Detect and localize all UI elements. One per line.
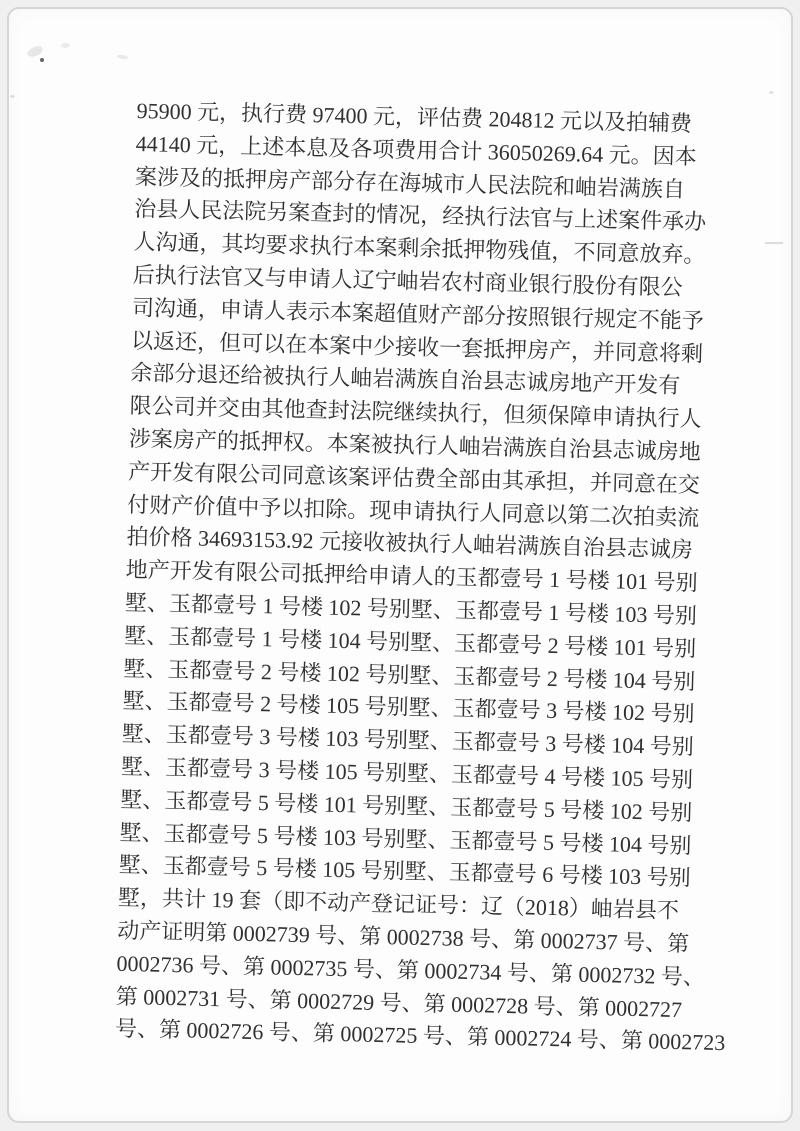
text-line: 44140 元，上述本息及各项费用合计 36050269.64 元。因本 <box>135 130 698 169</box>
text-line: 治县人民法院另案查封的情况，经执行法官与上述案件承办 <box>134 196 707 235</box>
text-line: 拍价格 34693153.92 元接收被执行人岫岩满族自治县志诚房 <box>126 524 694 563</box>
text-line: 墅、玉都壹号 2 号楼 105 号别墅、玉都壹号 3 号楼 102 号别 <box>122 688 695 727</box>
scan-speck <box>40 58 44 62</box>
text-line: 地产开发有限公司抵押给申请人的玉都壹号 1 号楼 101 号别 <box>125 557 698 596</box>
text-line: 墅、玉都壹号 1 号楼 104 号别墅、玉都壹号 2 号楼 101 号别 <box>123 622 697 662</box>
text-line: 墅、玉都壹号 5 号楼 103 号别墅、玉都壹号 5 号楼 104 号别 <box>119 819 692 858</box>
text-line: 后执行法官又与申请人辽宁岫岩农村商业银行股份有限公 <box>132 261 683 300</box>
text-line: 以返还，但可以在本案中少接收一套抵押房产，并同意将剩 <box>130 327 704 366</box>
text-line: 0002736 号、第 0002735 号、第 0002734 号、第 0002732 号、 <box>116 950 706 990</box>
scan-smudge <box>26 45 44 59</box>
document-body <box>114 95 726 1059</box>
text-line: 墅，共计 19 套（即不动产登记证号：辽（2018）岫岩县不 <box>117 884 680 924</box>
text-line: 墅、玉都壹号 3 号楼 105 号别墅、玉都壹号 4 号楼 105 号别 <box>120 753 694 793</box>
text-line: 95900 元，执行费 97400 元，评估费 204812 元以及拍辅费 <box>136 97 693 137</box>
text-line: 动产证明第 0002739 号、第 0002738 号、第 0002737 号、第 <box>117 917 690 957</box>
scan-speck <box>765 242 783 244</box>
text-line: 余部分退还给被执行人岫岩满族自治县志诚房地产开发有 <box>130 360 681 399</box>
scan-smudge <box>117 54 128 59</box>
text-line: 墅、玉都壹号 2 号楼 102 号别墅、玉都壹号 2 号楼 104 号别 <box>123 655 696 694</box>
text-line: 限公司并交由其他查封法院继续执行，但须保障申请执行人 <box>129 393 702 432</box>
text-line: 涉案房产的抵押权。本案被执行人岫岩满族自治县志诚房地 <box>128 425 702 465</box>
text-line: 墅、玉都壹号 1 号楼 102 号别墅、玉都壹号 1 号楼 103 号别 <box>124 589 698 629</box>
text-line: 产开发有限公司同意该案评估费全部由其承担，并同意在交 <box>127 458 701 498</box>
scan-speck <box>769 91 774 94</box>
text-line: 人沟通，其均要求执行本案剩余抵押物残值，不同意放弃。 <box>133 229 706 268</box>
scan-smudge <box>61 43 70 48</box>
text-line: 第 0002731 号、第 0002729 号、第 0002728 号、第 0002727 <box>115 983 683 1022</box>
text-line: 司沟通，申请人表示本案超值财产部分按照银行规定不能予 <box>131 294 705 334</box>
text-line: 墅、玉都壹号 5 号楼 105 号别墅、玉都壹号 6 号楼 103 号别 <box>118 852 692 891</box>
text-line: 墅、玉都壹号 3 号楼 103 号别墅、玉都壹号 3 号楼 104 号别 <box>121 720 695 760</box>
text-line: 墅、玉都壹号 5 号楼 101 号别墅、玉都壹号 5 号楼 102 号别 <box>120 786 693 826</box>
text-line: 号、第 0002726 号、第 0002725 号、第 0002724 号、第 0002723 <box>114 1016 726 1056</box>
scanned-page <box>7 7 793 1123</box>
text-line: 付财产价值中予以扣除。现申请执行人同意以第二次拍卖流 <box>127 491 700 530</box>
text-line: 案涉及的抵押房产部分存在海城市人民法院和岫岩满族自 <box>134 163 686 202</box>
scan-speck <box>10 95 15 98</box>
